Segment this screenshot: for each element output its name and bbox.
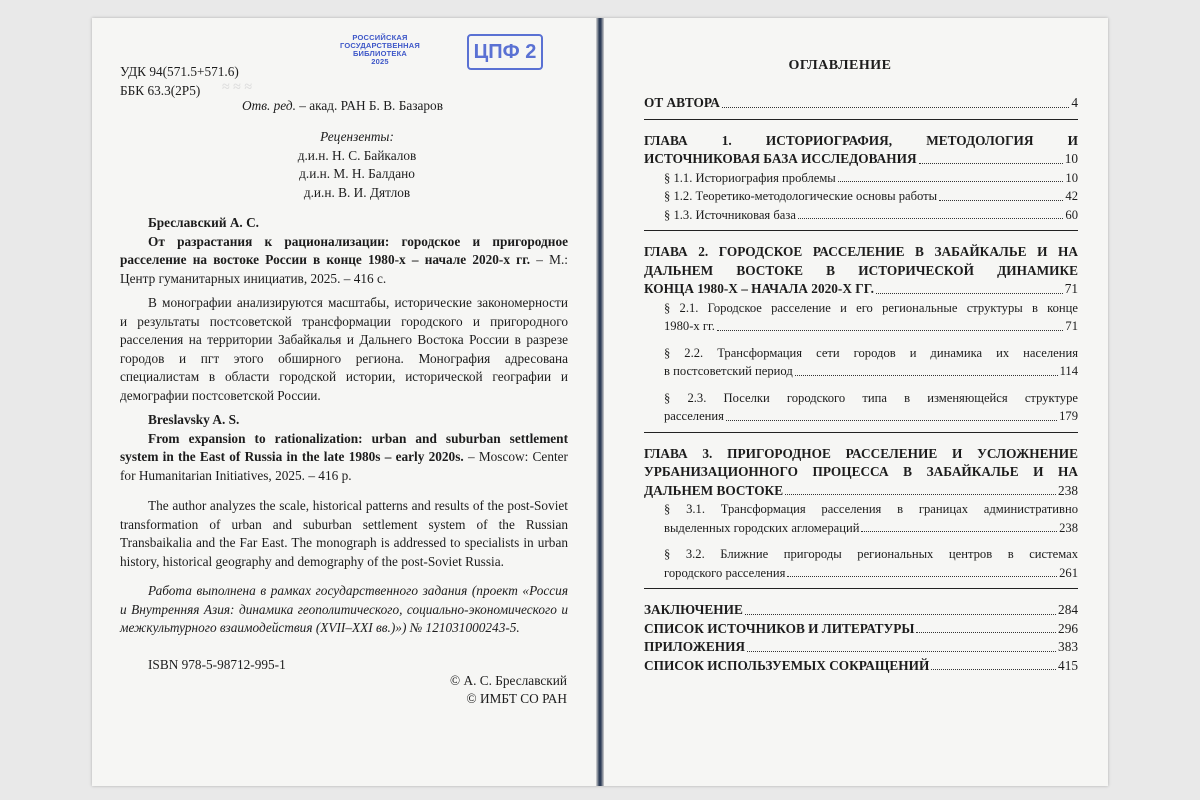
annotation-en-text: The author analyzes the scale, historical patterns and results of the post-Soviet transformation of urban and suburban settlement system of the Russian Transbaikalia and the Far East. The monograph is addressed to specialists in urban history, historical geography and demography of the post-Soviet Russia.: [120, 498, 568, 569]
toc-section-intro: [644, 88, 1078, 120]
toc-entry-page: 179: [1059, 409, 1078, 423]
toc-entry-title: 1980-х гг.: [664, 319, 715, 333]
publisher-en: – Moscow: Center for Humanitarian Initiatives, 2025. – 416 p.: [120, 449, 568, 483]
editor-label: Отв. ред.: [242, 98, 296, 113]
toc-entry-title: в постсоветский период: [664, 364, 793, 378]
library-stamp: [331, 34, 429, 66]
left-page: [92, 18, 598, 786]
table-of-contents: [644, 88, 1078, 681]
toc-entry-title: ОТ АВТОРА: [644, 95, 720, 110]
bibliographic-description-ru: [120, 214, 568, 288]
toc-entry-page: 71: [1064, 281, 1078, 296]
stamp-line: БИБЛИОТЕКА: [352, 49, 408, 58]
toc-entry-title: городского расселения: [664, 565, 786, 580]
title-en: From expansion to rationalization: urban and suburban settlement system in the East of Russia in the late 1980s – early 2020s.: [120, 430, 568, 464]
toc-section-chapter-1: [644, 120, 1078, 232]
annotation-ru-text: В монографии анализируются масштабы, исторические закономерности и результаты постсоветской трансформации городского и пригородного расселения на территории Забайкалья и Дальнего Востока России в разрезе городов и пгт этого обширного региона. Монография адресована специалистам в области городской истории, исторической географии и демографии постсоветской России.: [120, 295, 568, 403]
leader-dots: [717, 330, 1064, 331]
leader-dots: [745, 614, 1056, 615]
toc-entry-page: 415: [1058, 657, 1078, 673]
toc-section-end: [644, 589, 1078, 681]
leader-dots: [919, 163, 1063, 164]
toc-entry[interactable]: [644, 94, 1078, 113]
leader-dots: [861, 531, 1057, 532]
toc-subentry-lead[interactable]: § 3.2. Ближние пригороды региональных центров в системах: [664, 547, 1078, 561]
editor-line: [242, 97, 572, 116]
toc-subentry[interactable]: [664, 187, 1078, 206]
author-en: Breslavsky A. S.: [148, 412, 240, 427]
project-note-text: Работа выполнена в рамках государственного задания (проект «Россия и Внутренняя Азия: динамика геополитического, социально-экономического и межкультурного взаимодействия (XVII–XXI вв.)») № 121031000243-5.: [120, 583, 568, 635]
reviewer: д.и.н. В. И. Дятлов: [303, 184, 411, 200]
toc-subentry[interactable]: [664, 564, 1078, 583]
toc-subentry[interactable]: [664, 169, 1078, 188]
chapter-title-line[interactable]: ГЛАВА 1. ИСТОРИОГРАФИЯ, МЕТОДОЛОГИЯ И: [644, 132, 1078, 148]
toc-entry-title: СПИСОК ИСТОЧНИКОВ И ЛИТЕРАТУРЫ: [644, 620, 915, 636]
toc-entry[interactable]: [644, 620, 1078, 639]
publisher-ru: – М.: Центр гуманитарных инициатив, 2025. – 416 с.: [120, 252, 568, 286]
toc-entry[interactable]: [644, 482, 1078, 501]
toc-entry-title: КОНЦА 1980-Х – НАЧАЛА 2020-Х ГГ.: [644, 281, 875, 296]
toc-entry-title: ЗАКЛЮЧЕНИЕ: [644, 602, 743, 617]
toc-subentry-lead[interactable]: § 2.2. Трансформация сети городов и динамика их населения: [664, 345, 1078, 360]
leader-dots: [747, 651, 1056, 652]
book-spread: [92, 18, 1108, 786]
toc-entry[interactable]: [644, 657, 1078, 676]
copyright-block: [392, 672, 567, 708]
toc-entry-page: 261: [1059, 565, 1078, 580]
toc-entry-page: 238: [1059, 520, 1078, 535]
toc-entry[interactable]: [644, 280, 1078, 299]
cpf-stamp: ЦПФ 2: [467, 34, 543, 70]
copyright-author: © А. С. Бреславский: [450, 673, 567, 688]
toc-section-chapter-3: [644, 433, 1078, 590]
leader-dots: [876, 293, 1063, 294]
toc-entry-page: 42: [1065, 189, 1078, 203]
project-note: [120, 582, 568, 638]
toc-entry-title: § 1.2. Теоретико-методологические основы работы: [664, 189, 938, 203]
bbk-code: ББК 63.3(2Р5): [120, 82, 201, 98]
chapter-title-line[interactable]: ДАЛЬНЕМ ВОСТОКЕ В ИСТОРИЧЕСКОЙ ДИНАМИКЕ: [644, 262, 1078, 278]
author-ru: Бреславский А. С.: [148, 215, 259, 230]
leader-dots: [838, 181, 1064, 182]
stamp-line: РОССИЙСКАЯ: [352, 33, 408, 42]
chapter-title-line[interactable]: ГЛАВА 2. ГОРОДСКОЕ РАССЕЛЕНИЕ В ЗАБАЙКАЛЬЕ И НА: [644, 244, 1078, 259]
annotation-en: [120, 497, 568, 571]
reviewers-block: [232, 128, 482, 202]
toc-subentry[interactable]: [664, 519, 1078, 538]
toc-entry-page: 383: [1058, 639, 1078, 654]
classification-codes: [120, 63, 568, 100]
toc-entry-page: 4: [1071, 95, 1078, 110]
reviewer: д.и.н. Н. С. Байкалов: [297, 147, 417, 163]
toc-entry-title: § 1.3. Источниковая база: [664, 207, 796, 222]
isbn: ISBN 978-5-98712-995-1: [148, 657, 286, 672]
editor-name: – акад. РАН Б. В. Базаров: [299, 98, 443, 113]
toc-subentry[interactable]: [664, 407, 1078, 426]
stamp-line: ГОСУДАРСТВЕННАЯ: [339, 41, 421, 50]
reviewer: д.и.н. М. Н. Балдано: [299, 166, 415, 181]
toc-entry-title: ИСТОЧНИКОВАЯ БАЗА ИССЛЕДОВАНИЯ: [644, 151, 917, 166]
copyright-institute: © ИМБТ СО РАН: [466, 691, 567, 706]
leader-dots: [795, 375, 1058, 376]
leader-dots: [931, 669, 1056, 670]
leader-dots: [722, 107, 1069, 108]
annotation-ru: [120, 294, 568, 405]
toc-entry[interactable]: [644, 601, 1078, 620]
toc-subentry[interactable]: [664, 206, 1078, 225]
leader-dots: [939, 200, 1063, 201]
toc-entry-page: 10: [1065, 170, 1078, 185]
leader-dots: [726, 420, 1057, 421]
toc-subentry[interactable]: [664, 317, 1078, 336]
toc-entry-page: 10: [1064, 151, 1078, 166]
bibliographic-description-en: [120, 411, 568, 485]
toc-title: ОГЛАВЛЕНИЕ: [788, 58, 892, 73]
toc-subentry[interactable]: [664, 362, 1078, 381]
toc-entry-page: 238: [1058, 482, 1078, 498]
toc-entry-title: § 1.1. Историография проблемы: [664, 170, 836, 185]
toc-entry-page: 296: [1058, 620, 1078, 636]
toc-entry-page: 114: [1059, 364, 1078, 378]
udk-code: УДК 94(571.5+571.6): [120, 64, 239, 79]
leader-dots: [916, 632, 1056, 633]
reviewers-label: Рецензенты:: [320, 129, 394, 144]
show-through-text: ≈ ≈ ≈: [222, 80, 253, 95]
toc-subentry-lead[interactable]: § 3.1. Трансформация расселения в границах административно: [664, 502, 1078, 516]
toc-entry-page: 284: [1058, 602, 1078, 617]
toc-entry-title: расселения: [664, 409, 724, 423]
leader-dots: [785, 494, 1056, 495]
toc-entry[interactable]: [644, 638, 1078, 657]
leader-dots: [798, 218, 1063, 219]
right-page: [602, 18, 1108, 786]
toc-entry[interactable]: [644, 150, 1078, 169]
leader-dots: [787, 576, 1057, 577]
chapter-title-line[interactable]: ГЛАВА 3. ПРИГОРОДНОЕ РАССЕЛЕНИЕ И УСЛОЖНЕНИЕ: [644, 445, 1078, 461]
toc-entry-title: ПРИЛОЖЕНИЯ: [644, 639, 746, 654]
toc-subentry-lead[interactable]: § 2.1. Городское расселение и его региональные структуры в конце: [664, 300, 1078, 315]
toc-entry-page: 60: [1065, 207, 1078, 222]
toc-entry-title: ДАЛЬНЕМ ВОСТОКЕ: [644, 482, 784, 498]
toc-entry-title: выделенных городских агломераций: [664, 520, 860, 535]
toc-entry-page: 71: [1065, 319, 1078, 333]
toc-subentry-lead[interactable]: § 2.3. Поселки городского типа в изменяющейся структуре: [664, 390, 1078, 405]
stamp-year: 2025: [371, 57, 389, 66]
title-ru: От разрастания к рационализации: городское и пригородное расселение на востоке России в конце 1980-х – начале 2020-х гг.: [120, 233, 568, 267]
chapter-title-line[interactable]: УРБАНИЗАЦИОННОГО ПРОЦЕССА В ЗАБАЙКАЛЬЕ И НА: [644, 464, 1078, 479]
toc-entry-title: СПИСОК ИСПОЛЬЗУЕМЫХ СОКРАЩЕНИЙ: [644, 657, 930, 673]
toc-section-chapter-2: [644, 231, 1078, 433]
